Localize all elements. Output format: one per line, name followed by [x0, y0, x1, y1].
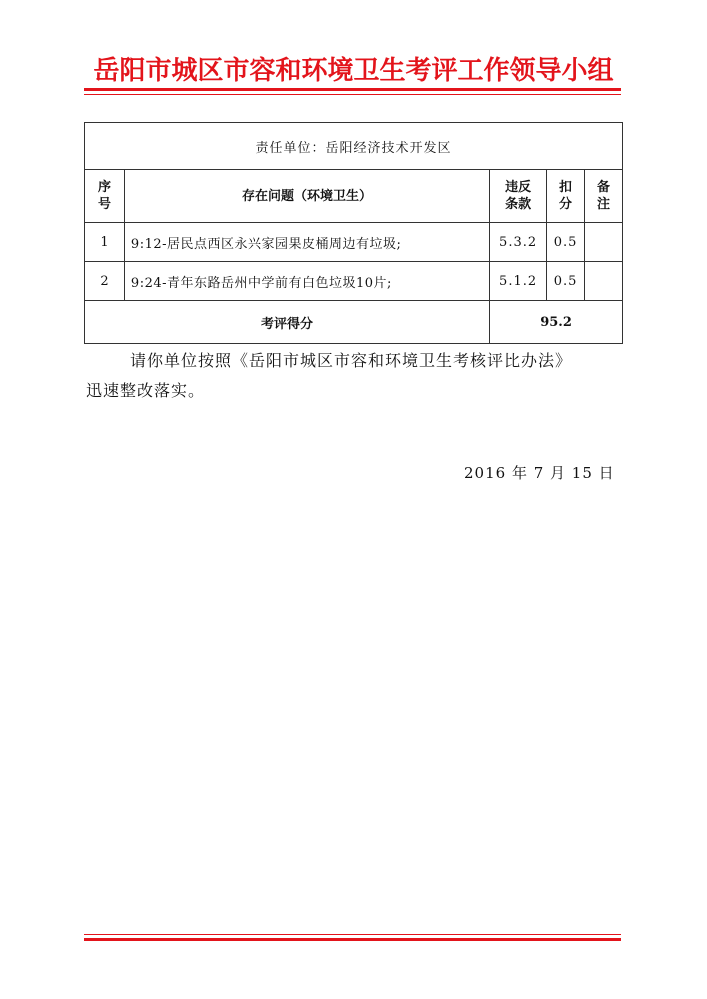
- row-note: [585, 262, 623, 301]
- column-header-num: [85, 170, 125, 223]
- row-issue: 9:24-青年东路岳州中学前有白色垃圾10片;: [124, 262, 489, 301]
- column-header-clause-line2: 条款: [505, 197, 532, 212]
- column-header-clause-line1: 违反: [505, 180, 532, 195]
- notice-paragraph: [86, 346, 626, 406]
- row-deduct: 0.5: [547, 262, 585, 301]
- header-rule-thick: [84, 88, 621, 91]
- table-row: [85, 223, 623, 262]
- table-header-row: [85, 170, 623, 223]
- responsible-unit: 责任单位：岳阳经济技术开发区: [85, 123, 623, 170]
- score-value: 95.2: [490, 301, 623, 344]
- score-label: 考评得分: [85, 301, 490, 344]
- issue-date: 2016 年 7 月 15 日: [464, 464, 615, 482]
- column-header-deduct-line2: 分: [559, 197, 573, 212]
- table-row: [85, 262, 623, 301]
- footer-rule-thin: [84, 934, 621, 935]
- row-deduct: 0.5: [547, 223, 585, 262]
- row-number: 1: [85, 223, 125, 262]
- notice-line-1: 请你单位按照《岳阳市城区市容和环境卫生考核评比办法》: [130, 351, 573, 370]
- notice-line-2: 迅速整改落实。: [86, 381, 206, 400]
- column-header-deduct: [547, 170, 585, 223]
- row-issue: 9:12-居民点西区永兴家园果皮桶周边有垃圾;: [124, 223, 489, 262]
- column-header-deduct-line1: 扣: [559, 180, 573, 195]
- column-header-num-line1: 序: [97, 180, 111, 195]
- row-note: [585, 223, 623, 262]
- row-clause: 5.3.2: [490, 223, 547, 262]
- footer-rule-thick: [84, 938, 621, 941]
- score-row: [85, 301, 623, 344]
- row-number: 2: [85, 262, 125, 301]
- column-header-clause: [490, 170, 547, 223]
- inspection-table: [84, 122, 623, 344]
- responsible-unit-row: [85, 123, 623, 170]
- column-header-note: [585, 170, 623, 223]
- row-clause: 5.1.2: [490, 262, 547, 301]
- document-title: 岳阳市城区市容和环境卫生考评工作领导小组: [93, 56, 614, 86]
- header-rule-thin: [84, 94, 621, 95]
- column-header-note-line1: 备: [597, 180, 611, 195]
- column-header-issue: 存在问题（环境卫生）: [124, 170, 489, 223]
- column-header-note-line2: 注: [597, 197, 611, 212]
- column-header-num-line2: 号: [97, 197, 111, 212]
